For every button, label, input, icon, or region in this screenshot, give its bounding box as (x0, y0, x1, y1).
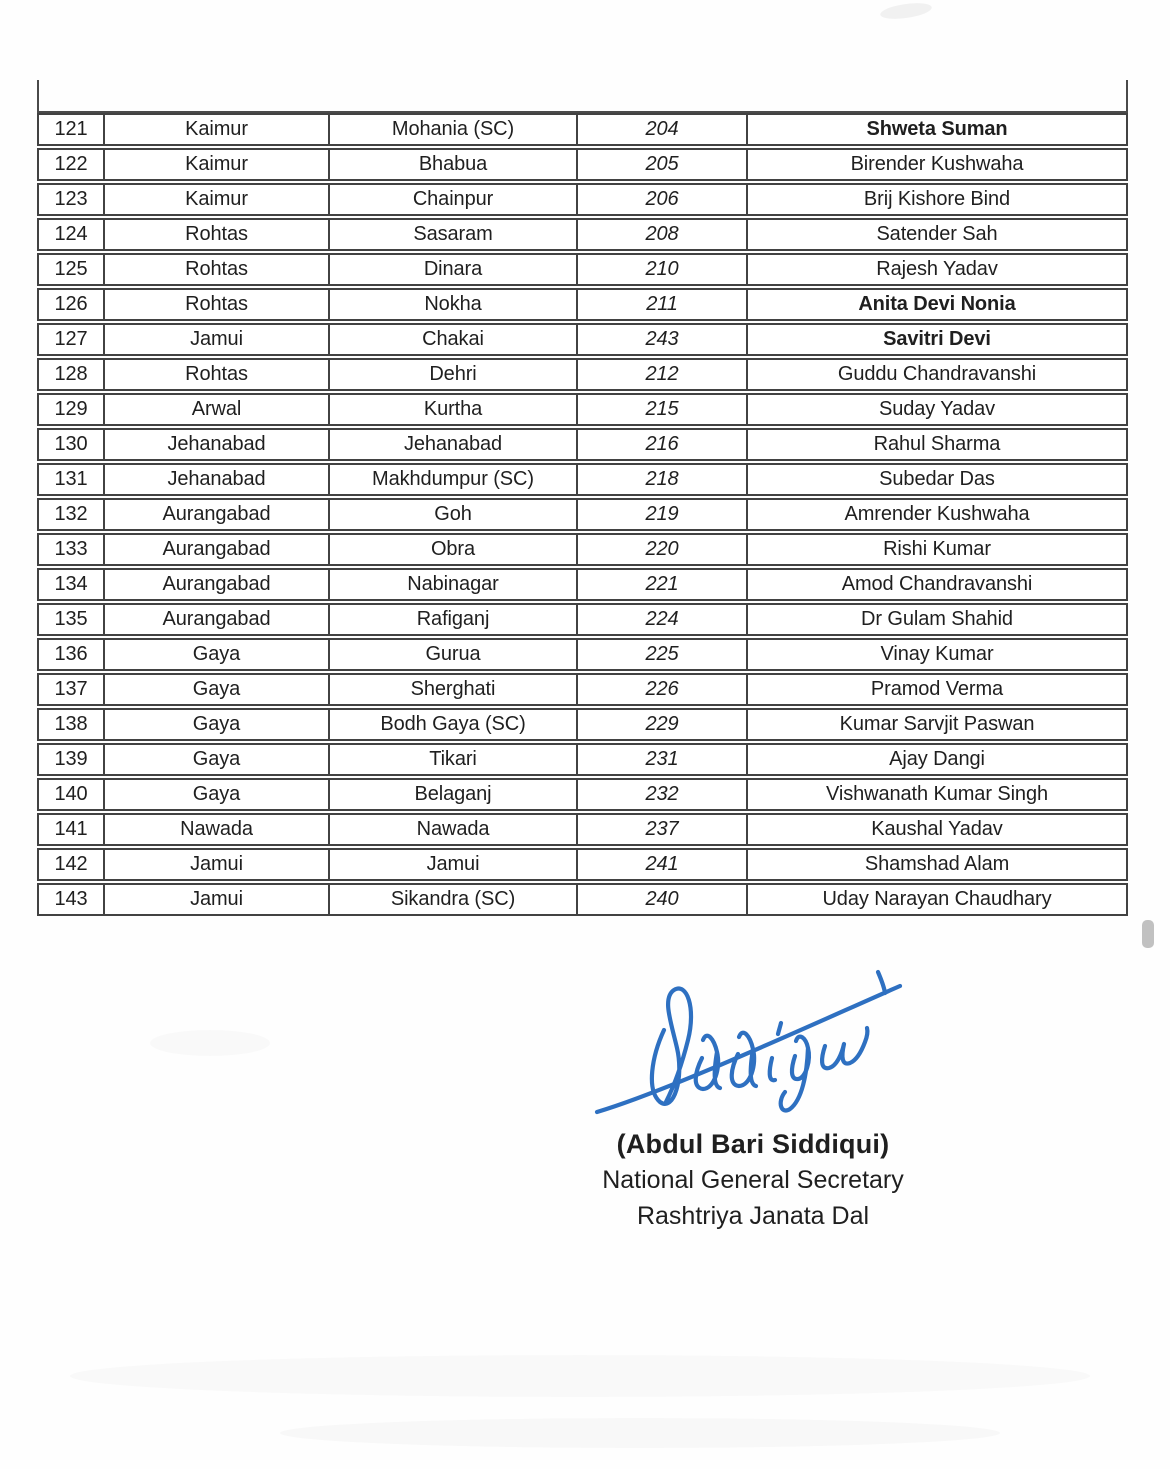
candidate-name-cell: Shamshad Alam (748, 848, 1128, 881)
district-cell: Rohtas (105, 358, 330, 391)
serial-cell: 130 (37, 428, 105, 461)
table-row (37, 848, 1128, 881)
scan-streak-bottom-2 (280, 1418, 1000, 1448)
district-cell: Gaya (105, 638, 330, 671)
constituency-number-cell: 204 (578, 113, 748, 146)
candidate-name-cell: Rishi Kumar (748, 533, 1128, 566)
constituency-cell: Bhabua (330, 148, 578, 181)
district-cell: Aurangabad (105, 533, 330, 566)
candidate-name-cell: Kumar Sarvjit Paswan (748, 708, 1128, 741)
serial-cell: 123 (37, 183, 105, 216)
constituency-number-cell: 232 (578, 778, 748, 811)
candidate-name-cell: Satender Sah (748, 218, 1128, 251)
serial-cell: 132 (37, 498, 105, 531)
candidate-name-cell: Vinay Kumar (748, 638, 1128, 671)
constituency-cell: Rafiganj (330, 603, 578, 636)
district-cell: Arwal (105, 393, 330, 426)
constituency-number-cell: 221 (578, 568, 748, 601)
constituency-cell: Kurtha (330, 393, 578, 426)
candidate-name-cell: Shweta Suman (748, 113, 1128, 146)
constituency-cell: Nabinagar (330, 568, 578, 601)
district-cell: Rohtas (105, 253, 330, 286)
constituency-cell: Jamui (330, 848, 578, 881)
candidate-table-body (37, 113, 1128, 916)
candidate-name-cell: Subedar Das (748, 463, 1128, 496)
table-row (37, 603, 1128, 636)
candidate-table (37, 111, 1128, 918)
serial-cell: 140 (37, 778, 105, 811)
constituency-cell: Tikari (330, 743, 578, 776)
constituency-number-cell: 225 (578, 638, 748, 671)
candidate-name-cell: Amod Chandravanshi (748, 568, 1128, 601)
constituency-cell: Bodh Gaya (SC) (330, 708, 578, 741)
district-cell: Gaya (105, 743, 330, 776)
candidate-name-cell: Brij Kishore Bind (748, 183, 1128, 216)
constituency-number-cell: 218 (578, 463, 748, 496)
table-row (37, 218, 1128, 251)
candidate-name-cell: Vishwanath Kumar Singh (748, 778, 1128, 811)
constituency-cell: Obra (330, 533, 578, 566)
serial-cell: 122 (37, 148, 105, 181)
constituency-cell: Chainpur (330, 183, 578, 216)
district-cell: Gaya (105, 708, 330, 741)
serial-cell: 143 (37, 883, 105, 916)
district-cell: Nawada (105, 813, 330, 846)
serial-cell: 133 (37, 533, 105, 566)
constituency-number-cell: 211 (578, 288, 748, 321)
table-row (37, 708, 1128, 741)
signatory-org: Rashtriya Janata Dal (636, 1202, 870, 1230)
candidate-name-cell: Savitri Devi (748, 323, 1128, 356)
district-cell: Jehanabad (105, 463, 330, 496)
table-row (37, 533, 1128, 566)
constituency-number-cell: 237 (578, 813, 748, 846)
constituency-cell: Chakai (330, 323, 578, 356)
constituency-number-cell: 206 (578, 183, 748, 216)
serial-cell: 142 (37, 848, 105, 881)
constituency-number-cell: 205 (578, 148, 748, 181)
candidate-name-cell: Uday Narayan Chaudhary (748, 883, 1128, 916)
table-row (37, 183, 1128, 216)
constituency-cell: Jehanabad (330, 428, 578, 461)
district-cell: Jehanabad (105, 428, 330, 461)
scan-smudge-middle (150, 1030, 270, 1056)
table-row (37, 498, 1128, 531)
serial-cell: 139 (37, 743, 105, 776)
constituency-number-cell: 219 (578, 498, 748, 531)
district-cell: Aurangabad (105, 603, 330, 636)
signatory-name: (Abdul Bari Siddiqui) (616, 1129, 890, 1159)
district-cell: Kaimur (105, 148, 330, 181)
constituency-number-cell: 231 (578, 743, 748, 776)
district-cell: Gaya (105, 778, 330, 811)
signature-image (580, 958, 920, 1118)
serial-cell: 121 (37, 113, 105, 146)
constituency-number-cell: 243 (578, 323, 748, 356)
table-row (37, 673, 1128, 706)
constituency-cell: Dehri (330, 358, 578, 391)
serial-cell: 131 (37, 463, 105, 496)
candidate-name-cell: Kaushal Yadav (748, 813, 1128, 846)
table-row (37, 813, 1128, 846)
table-row (37, 743, 1128, 776)
constituency-number-cell: 229 (578, 708, 748, 741)
table-row (37, 148, 1128, 181)
scan-mark-right-edge (1142, 920, 1154, 948)
serial-cell: 134 (37, 568, 105, 601)
candidate-name-cell: Rajesh Yadav (748, 253, 1128, 286)
candidate-name-cell: Amrender Kushwaha (748, 498, 1128, 531)
constituency-number-cell: 216 (578, 428, 748, 461)
district-cell: Jamui (105, 883, 330, 916)
candidate-name-cell: Rahul Sharma (748, 428, 1128, 461)
constituency-number-cell: 208 (578, 218, 748, 251)
district-cell: Gaya (105, 673, 330, 706)
serial-cell: 129 (37, 393, 105, 426)
constituency-cell: Goh (330, 498, 578, 531)
table-row (37, 358, 1128, 391)
candidate-name-cell: Ajay Dangi (748, 743, 1128, 776)
candidate-name-cell: Guddu Chandravanshi (748, 358, 1128, 391)
district-cell: Aurangabad (105, 498, 330, 531)
constituency-cell: Sikandra (SC) (330, 883, 578, 916)
serial-cell: 125 (37, 253, 105, 286)
constituency-cell: Dinara (330, 253, 578, 286)
district-cell: Rohtas (105, 218, 330, 251)
serial-cell: 138 (37, 708, 105, 741)
signature-ink (580, 958, 920, 1118)
district-cell: Aurangabad (105, 568, 330, 601)
constituency-number-cell: 220 (578, 533, 748, 566)
table-row (37, 323, 1128, 356)
table-partial-top-row (37, 80, 1128, 113)
candidate-name-cell: Anita Devi Nonia (748, 288, 1128, 321)
table-row (37, 778, 1128, 811)
table-row (37, 428, 1128, 461)
serial-cell: 135 (37, 603, 105, 636)
candidate-name-cell: Suday Yadav (748, 393, 1128, 426)
signatory-block (523, 1126, 983, 1234)
constituency-cell: Makhdumpur (SC) (330, 463, 578, 496)
candidate-name-cell: Birender Kushwaha (748, 148, 1128, 181)
district-cell: Jamui (105, 323, 330, 356)
serial-cell: 128 (37, 358, 105, 391)
serial-cell: 136 (37, 638, 105, 671)
table-row (37, 883, 1128, 916)
district-cell: Kaimur (105, 113, 330, 146)
table-row (37, 253, 1128, 286)
serial-cell: 127 (37, 323, 105, 356)
table-row (37, 463, 1128, 496)
constituency-cell: Sherghati (330, 673, 578, 706)
constituency-number-cell: 210 (578, 253, 748, 286)
serial-cell: 126 (37, 288, 105, 321)
candidate-table-wrap (37, 111, 1128, 918)
serial-cell: 141 (37, 813, 105, 846)
district-cell: Kaimur (105, 183, 330, 216)
constituency-number-cell: 226 (578, 673, 748, 706)
candidate-name-cell: Pramod Verma (748, 673, 1128, 706)
signatory-title: National General Secretary (602, 1166, 904, 1194)
constituency-cell: Nawada (330, 813, 578, 846)
constituency-cell: Gurua (330, 638, 578, 671)
serial-cell: 124 (37, 218, 105, 251)
constituency-number-cell: 241 (578, 848, 748, 881)
constituency-number-cell: 224 (578, 603, 748, 636)
table-row (37, 113, 1128, 146)
table-row (37, 638, 1128, 671)
table-row (37, 393, 1128, 426)
constituency-cell: Belaganj (330, 778, 578, 811)
district-cell: Rohtas (105, 288, 330, 321)
candidate-name-cell: Dr Gulam Shahid (748, 603, 1128, 636)
scan-streak-bottom-1 (70, 1355, 1090, 1397)
constituency-cell: Nokha (330, 288, 578, 321)
constituency-cell: Sasaram (330, 218, 578, 251)
scan-smudge-top-right (879, 0, 932, 21)
table-row (37, 288, 1128, 321)
district-cell: Jamui (105, 848, 330, 881)
constituency-number-cell: 215 (578, 393, 748, 426)
constituency-number-cell: 240 (578, 883, 748, 916)
serial-cell: 137 (37, 673, 105, 706)
table-row (37, 568, 1128, 601)
constituency-cell: Mohania (SC) (330, 113, 578, 146)
constituency-number-cell: 212 (578, 358, 748, 391)
